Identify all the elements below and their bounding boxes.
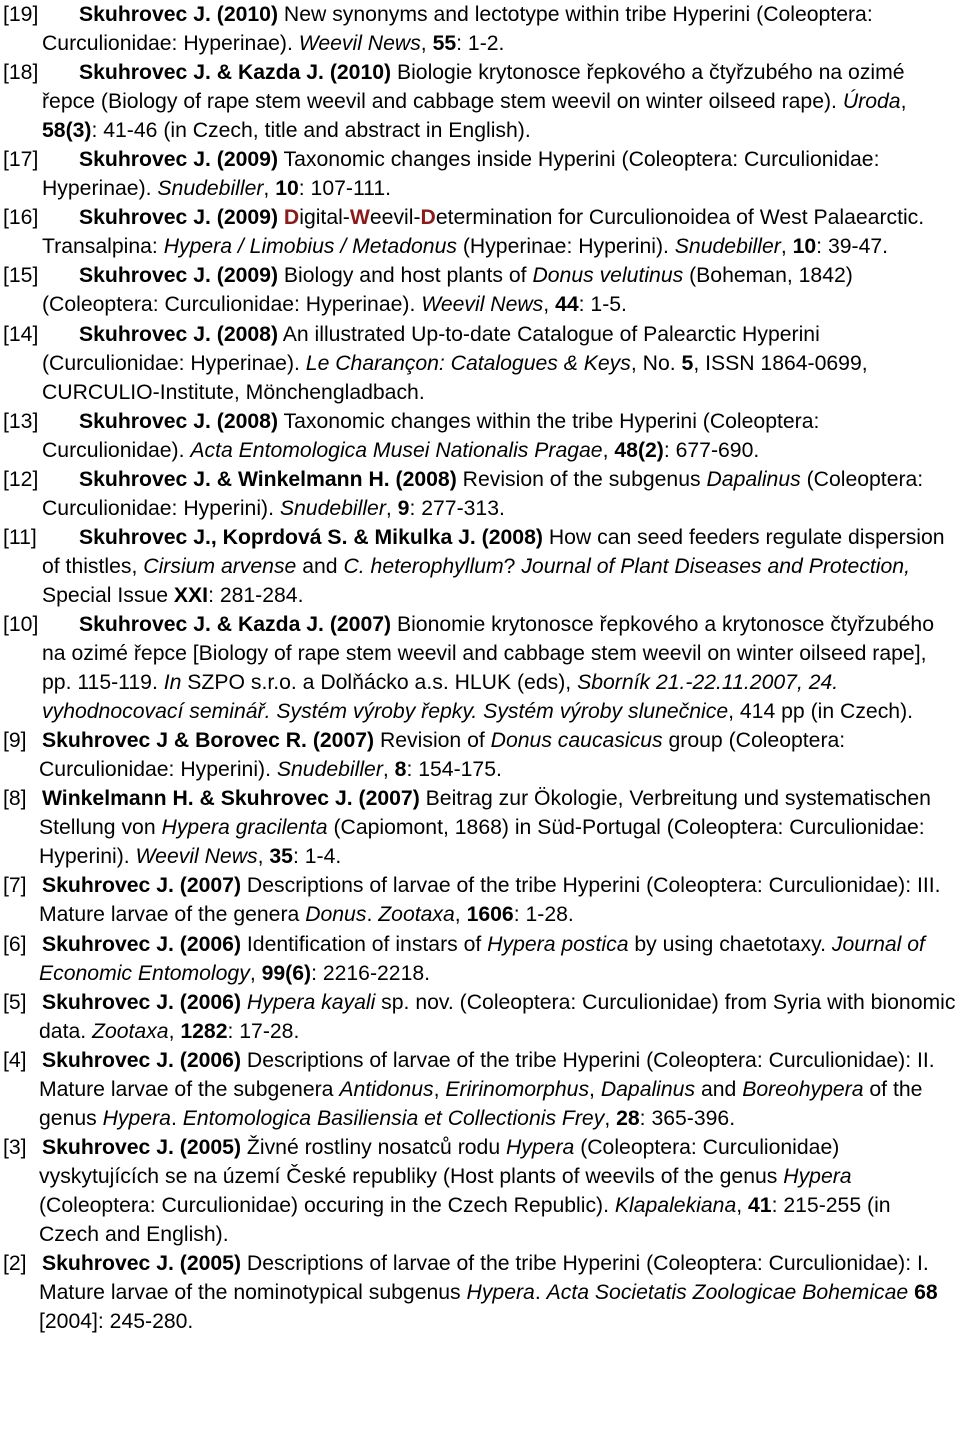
reference-text: : 281-284.	[208, 583, 304, 607]
reference-text: and	[296, 554, 344, 578]
reference-text: , ISSN 1864-0699, CURCULIO-Institute, Mönchengladbach.	[42, 351, 868, 404]
reference-number: [11]	[3, 525, 37, 549]
reference-text: eevil-	[369, 206, 421, 230]
reference-text: (Capiomont, 1868) in Süd-Portugal (Coleoptera: Curculionidae: Hyperini).	[39, 816, 925, 869]
reference-entry	[3, 930, 956, 988]
reference-text: Le Charançon: Catalogues & Keys	[305, 351, 631, 375]
reference-text: Acta Entomologica Musei Nationalis Pragae	[190, 438, 603, 462]
reference-text: D	[283, 206, 300, 230]
reference-text: 68	[914, 1281, 938, 1305]
reference-authors: Skuhrovec J. (2009)	[79, 264, 279, 288]
reference-text: Hypera	[783, 1164, 852, 1188]
reference-entry	[3, 988, 956, 1046]
reference-text: XXI	[173, 583, 209, 607]
reference-number: [17]	[3, 148, 39, 172]
reference-authors: Skuhrovec J. (2009)	[79, 206, 279, 230]
reference-text: ?	[503, 554, 522, 578]
reference-number: [19]	[3, 3, 39, 26]
reference-text: sp. nov. (Coleoptera: Curculionidae) from Syria with bionomic data.	[39, 990, 956, 1043]
reference-number: [4]	[3, 1048, 27, 1072]
reference-text: ,	[604, 1106, 617, 1130]
reference-text: : 277-313.	[409, 496, 505, 520]
reference-authors: Skuhrovec J. (2006)	[42, 1048, 242, 1072]
reference-number: [10]	[3, 612, 39, 636]
reference-text: [2004]: 245-280.	[39, 1310, 194, 1334]
reference-number: [12]	[3, 467, 39, 491]
reference-entry	[3, 407, 956, 465]
reference-entry	[3, 203, 956, 261]
reference-number: [9]	[3, 729, 27, 753]
reference-text: : 107-111.	[298, 177, 392, 201]
reference-text: 28	[616, 1106, 640, 1130]
reference-entry	[3, 1133, 956, 1249]
reference-text: Hypera postica	[487, 932, 629, 956]
reference-number: [16]	[3, 206, 39, 230]
reference-text: SZPO s.r.o. a Dolňácko a.s. HLUK (eds),	[181, 671, 578, 695]
reference-text: : 154-175.	[406, 758, 502, 782]
reference-text: 8	[394, 758, 407, 782]
reference-text: Biology and host plants of	[278, 264, 533, 288]
reference-text: ,	[454, 903, 467, 927]
reference-text: (Hyperinae: Hyperini).	[456, 235, 675, 259]
reference-text: An illustrated Up-to-date Catalogue of Palearctic Hyperini (Curculionidae: Hyperinae).	[42, 322, 820, 375]
reference-authors: Skuhrovec J. (2008)	[79, 409, 279, 433]
reference-text: ,	[168, 1019, 181, 1043]
reference-text: Weevil News	[421, 293, 544, 317]
reference-entry	[3, 784, 956, 871]
reference-authors: Skuhrovec J., Koprdová S. & Mikulka J. (2008)	[79, 525, 543, 549]
reference-text: 35	[269, 845, 293, 869]
reference-text: Identification of instars of	[241, 932, 488, 956]
reference-text: Hypera	[102, 1106, 171, 1130]
reference-authors: Skuhrovec J. & Kazda J. (2007)	[79, 612, 392, 636]
reference-number: [3]	[3, 1135, 27, 1159]
reference-text: Biologie krytonosce řepkového a čtyřzubého na ozimé řepce (Biology of rape stem weevil and cabbage stem weevil on winter oilseed rape).	[42, 61, 905, 114]
reference-text: D	[420, 206, 436, 230]
reference-text: Antidonus	[339, 1077, 434, 1101]
reference-text: (Coleoptera: Curculionidae: Hyperini).	[42, 467, 924, 520]
reference-text: : 677-690.	[663, 438, 760, 462]
reference-number: [15]	[3, 264, 39, 288]
reference-text: Bionomie krytonosce řepkového a krytonosce čtyřzubého na ozimé řepce [Biology of rape stem weevil and cabbage stem weevil on winter oilseed rape], pp. 115-119.	[42, 612, 934, 695]
reference-text: New synonyms and lectotype within tribe Hyperini (Coleoptera: Curculionidae: Hyperinae).	[42, 3, 873, 56]
reference-authors: Skuhrovec J. & Winkelmann H. (2008)	[79, 467, 457, 491]
reference-text: 41	[748, 1193, 772, 1217]
reference-text: Eririnomorphus	[445, 1077, 590, 1101]
reference-text: Hypera kayali	[246, 990, 376, 1014]
reference-text: 10	[792, 235, 817, 259]
reference-entry	[3, 1046, 956, 1133]
reference-text: Donus velutinus	[532, 264, 684, 288]
reference-entry	[3, 871, 956, 929]
reference-entry	[3, 261, 956, 319]
reference-authors: Skuhrovec J. (2010)	[79, 3, 279, 26]
reference-text: Snudebiller	[157, 177, 264, 201]
reference-text: igital-	[299, 206, 350, 230]
reference-text: Zootaxa	[378, 903, 455, 927]
reference-text: Entomologica Basiliensia et Collectionis Frey	[182, 1106, 605, 1130]
reference-text: : 215-255 (in Czech and English).	[39, 1193, 891, 1246]
reference-text: ,	[382, 758, 395, 782]
reference-authors: Skuhrovec J. (2007)	[42, 874, 242, 898]
reference-authors: Skuhrovec J. (2005)	[42, 1252, 242, 1276]
reference-entry	[3, 145, 956, 203]
reference-authors: Skuhrovec J. & Kazda J. (2010)	[79, 61, 392, 85]
reference-text: .	[366, 903, 379, 927]
reference-text: ,	[385, 496, 398, 520]
reference-entry	[3, 610, 956, 726]
reference-text: Cirsium arvense	[143, 554, 297, 578]
reference-text: ,	[420, 32, 433, 56]
reference-text: , 414 pp (in Czech).	[728, 700, 914, 724]
reference-entry	[3, 523, 956, 610]
reference-text: Journal of Plant Diseases and Protection,	[521, 554, 910, 578]
reference-authors: Skuhrovec J. (2008)	[79, 322, 279, 346]
reference-text: Snudebiller	[276, 758, 383, 782]
reference-text: .	[534, 1281, 547, 1305]
reference-text: : 365-396.	[639, 1106, 736, 1130]
reference-entry	[3, 1249, 956, 1336]
reference-number: [18]	[3, 61, 39, 85]
reference-text: ,	[257, 845, 270, 869]
reference-text: 99(6)	[261, 961, 312, 985]
reference-authors: Skuhrovec J & Borovec R. (2007)	[42, 729, 375, 753]
reference-text: 9	[397, 496, 410, 520]
reference-number: [7]	[3, 874, 27, 898]
reference-text: etermination for Curculionoidea of West Palaearctic. Transalpina:	[42, 206, 925, 259]
reference-entry	[3, 0, 956, 58]
reference-number: [8]	[3, 787, 27, 811]
reference-text: Revision of	[374, 729, 491, 753]
reference-text: : 1-4.	[292, 845, 342, 869]
reference-number: [6]	[3, 932, 27, 956]
reference-text: Donus	[305, 903, 367, 927]
reference-text: Sborník 21.-22.11.2007, 24. vyhodnocovací seminář. Systém výroby řepky. Systém výroby slunečnice	[42, 671, 839, 724]
reference-text: by using chaetotaxy.	[628, 932, 832, 956]
reference-text: How can seed feeders regulate dispersion of thistles,	[42, 525, 945, 578]
reference-text: Klapalekiana	[614, 1193, 737, 1217]
reference-text: .	[170, 1106, 183, 1130]
reference-text: Descriptions of larvae of the tribe Hyperini (Coleoptera: Curculionidae): II. Mature larvae of the subgenera	[39, 1048, 935, 1101]
reference-text: of the genus	[39, 1077, 923, 1130]
reference-text: ,	[900, 90, 907, 114]
reference-authors: Skuhrovec J. (2006)	[42, 932, 242, 956]
reference-text: In	[163, 671, 182, 695]
reference-text: Snudebiller	[674, 235, 781, 259]
reference-text: Dapalinus	[706, 467, 801, 491]
reference-text: Úroda	[842, 90, 901, 114]
reference-text: Hypera	[466, 1281, 535, 1305]
reference-authors: Skuhrovec J. (2005)	[42, 1135, 242, 1159]
reference-text: , No.	[630, 351, 682, 375]
reference-text: : 39-47.	[816, 235, 889, 259]
reference-text: ,	[602, 438, 615, 462]
reference-text: Snudebiller	[279, 496, 386, 520]
reference-text: (Coleoptera: Curculionidae) vyskytujících se na území České republiky (Host plants of weevils of the genus	[39, 1135, 840, 1188]
reference-text: Beitrag zur Ökologie, Verbreitung und systematischen Stellung von	[39, 787, 931, 840]
reference-text: 44	[555, 293, 579, 317]
reference-text: (Boheman, 1842) (Coleoptera: Curculionidae: Hyperinae).	[42, 264, 853, 317]
reference-text: : 41-46 (in Czech, title and abstract in English).	[91, 119, 531, 143]
reference-text: Donus caucasicus	[490, 729, 663, 753]
reference-text: Weevil News	[135, 845, 258, 869]
reference-text: : 1-5.	[578, 293, 627, 317]
reference-text: ,	[589, 1077, 601, 1101]
reference-number: [5]	[3, 990, 27, 1014]
reference-text: ,	[736, 1193, 749, 1217]
reference-text: Boreohypera	[742, 1077, 864, 1101]
reference-number: [13]	[3, 409, 39, 433]
reference-authors: Skuhrovec J. (2006)	[42, 990, 242, 1014]
reference-number: [2]	[3, 1252, 27, 1276]
reference-text: ,	[433, 1077, 446, 1101]
reference-text: W	[349, 206, 370, 230]
reference-text: 10	[275, 177, 299, 201]
reference-text: Descriptions of larvae of the tribe Hyperini (Coleoptera: Curculionidae): I. Mature larvae of the nominotypical subgenus	[39, 1252, 929, 1305]
reference-text: Weevil News	[298, 32, 421, 56]
reference-text: (Coleoptera: Curculionidae) occuring in the Czech Republic).	[39, 1193, 615, 1217]
reference-text: Acta Societatis Zoologicae Bohemicae	[546, 1281, 909, 1305]
reference-text: 1606	[466, 903, 514, 927]
reference-text: Hypera / Limobius / Metadonus	[163, 235, 457, 259]
reference-text: : 1-2.	[456, 32, 505, 56]
reference-text: ,	[543, 293, 556, 317]
reference-text: : 1-28.	[513, 903, 574, 927]
reference-text: ,	[780, 235, 793, 259]
reference-text: Dapalinus	[600, 1077, 696, 1101]
reference-entry	[3, 58, 956, 145]
reference-text: 48(2)	[614, 438, 664, 462]
reference-text: group (Coleoptera: Curculionidae: Hyperini).	[39, 729, 846, 782]
reference-text: 58(3)	[42, 119, 92, 143]
reference-text: Revision of the subgenus	[456, 467, 707, 491]
reference-text: Descriptions of larvae of the tribe Hyperini (Coleoptera: Curculionidae): III. Mature larvae of the genera	[39, 874, 941, 927]
reference-text: Zootaxa	[92, 1019, 169, 1043]
reference-authors: Skuhrovec J. (2009)	[79, 148, 279, 172]
reference-text: Taxonomic changes within the tribe Hyperini (Coleoptera: Curculionidae).	[42, 409, 820, 462]
reference-text: 55	[432, 32, 457, 56]
reference-text: Journal of Economic Entomology	[39, 932, 925, 985]
reference-text: : 17-28.	[227, 1019, 300, 1043]
reference-authors: Winkelmann H. & Skuhrovec J. (2007)	[42, 787, 420, 811]
reference-text: Special Issue	[42, 583, 174, 607]
reference-number: [14]	[3, 322, 39, 346]
reference-text: 5	[681, 351, 694, 375]
reference-text: Hypera	[506, 1135, 575, 1159]
reference-text: 1282	[180, 1019, 228, 1043]
reference-text: Hypera gracilenta	[161, 816, 328, 840]
reference-entry	[3, 320, 956, 407]
reference-entry	[3, 465, 956, 523]
reference-text: C. heterophyllum	[343, 554, 504, 578]
reference-text: Taxonomic changes inside Hyperini (Coleoptera: Curculionidae: Hyperinae).	[42, 148, 880, 201]
reference-text: : 2216-2218.	[311, 961, 431, 985]
reference-text: ,	[249, 961, 262, 985]
reference-text: Živné rostliny nosatců rodu	[241, 1135, 506, 1159]
reference-entry	[3, 726, 956, 784]
reference-text: ,	[263, 177, 276, 201]
reference-text: and	[695, 1077, 743, 1101]
